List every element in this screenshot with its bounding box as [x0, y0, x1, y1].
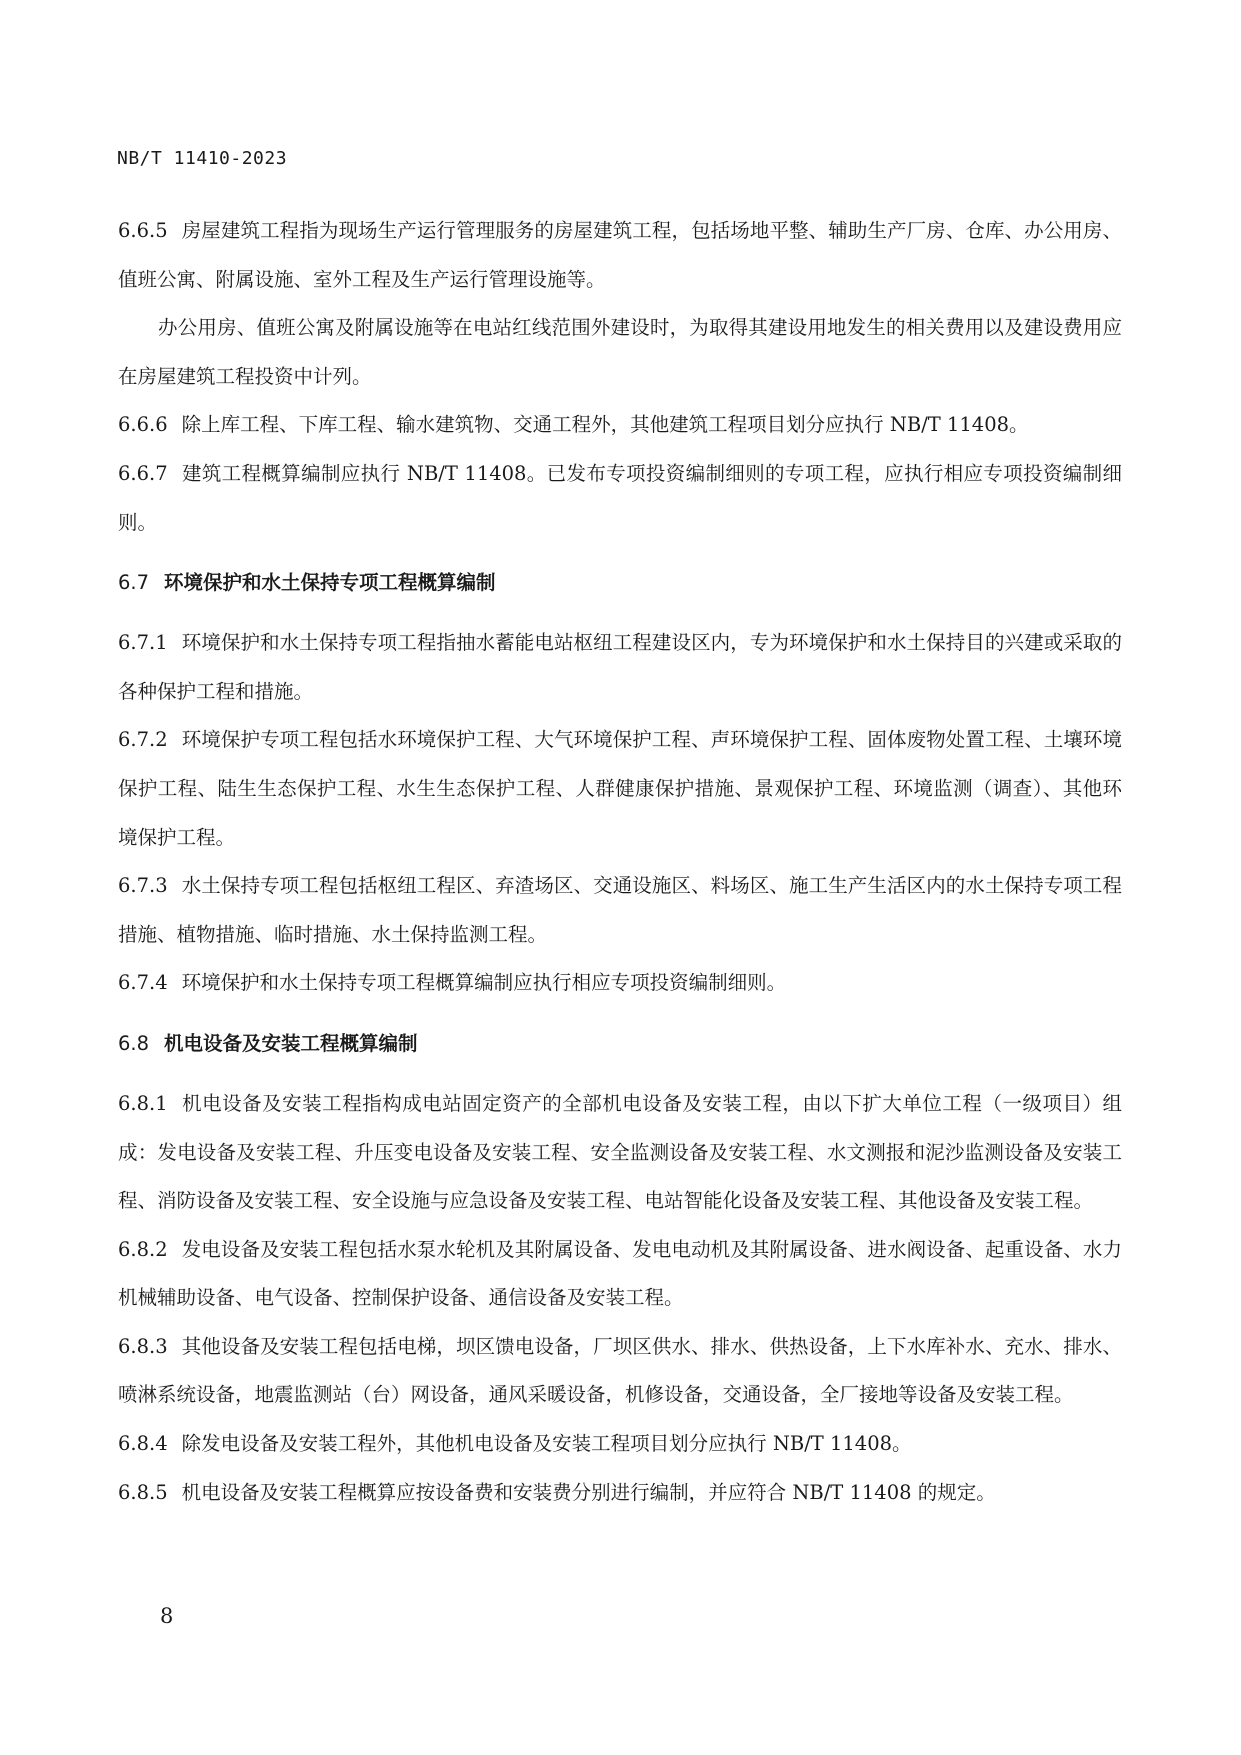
clause-6-8-1: 6.8.1 机电设备及安装工程指构成电站固定资产的全部机电设备及安装工程，由以下扩大单位工程（一级项目）组成：发电设备及安装工程、升压变电设备及安装工程、安全监测设备及安装工程、水文测报和泥沙监测设备及安装工程、消防设备及安装工程、安全设施与应急设备及安装工程、电站智能化设备及安装工程、其他设备及安装工程。	[118, 1091, 1122, 1213]
section-heading-6-7: 6.7 环境保护和水土保持专项工程概算编制	[118, 571, 496, 595]
clause-6-7-2: 6.7.2 环境保护专项工程包括水环境保护工程、大气环境保护工程、声环境保护工程、固体废物处置工程、土壤环境保护工程、陆生生态保护工程、水生生态保护工程、人群健康保护措施、景观保护工程、环境监测（调查）、其他环境保护工程。	[118, 728, 1122, 849]
clause-6-6-5-continuation: 办公用房、值班公寓及附属设施等在电站红线范围外建设时，为取得其建设用地发生的相关费用以及建设费用应在房屋建筑工程投资中计列。	[118, 316, 1122, 388]
document-body	[118, 207, 1122, 1517]
clause-6-7-1: 6.7.1 环境保护和水土保持专项工程指抽水蓄能电站枢纽工程建设区内，专为环境保护和水土保持目的兴建或采取的各种保护工程和措施。	[118, 631, 1122, 703]
clause-6-8-5: 6.8.5 机电设备及安装工程概算应按设备费和安装费分别进行编制，并应符合 NB/T 11408 的规定。	[118, 1480, 996, 1504]
clause-6-8-3: 6.8.3 其他设备及安装工程包括电梯，坝区馈电设备，厂坝区供水、排水、供热设备，上下水库补水、充水、排水、喷淋系统设备，地震监测站（台）网设备，通风采暖设备，机修设备，交通设备，全厂接地等设备及安装工程。	[118, 1334, 1122, 1407]
clause-6-6-5: 6.6.5 房屋建筑工程指为现场生产运行管理服务的房屋建筑工程，包括场地平整、辅助生产厂房、仓库、办公用房、值班公寓、附属设施、室外工程及生产运行管理设施等。	[118, 219, 1122, 291]
section-heading-6-8: 6.8 机电设备及安装工程概算编制	[118, 1031, 418, 1055]
clause-6-7-4: 6.7.4 环境保护和水土保持专项工程概算编制应执行相应专项投资编制细则。	[118, 971, 787, 995]
clause-6-6-6: 6.6.6 除上库工程、下库工程、输水建筑物、交通工程外，其他建筑工程项目划分应执行 NB/T 11408。	[118, 413, 1029, 437]
clause-6-7-3: 6.7.3 水土保持专项工程包括枢纽工程区、弃渣场区、交通设施区、料场区、施工生产生活区内的水土保持专项工程措施、植物措施、临时措施、水土保持监测工程。	[118, 874, 1122, 946]
page-number: 8	[160, 1604, 174, 1628]
clause-6-6-7: 6.6.7 建筑工程概算编制应执行 NB/T 11408。已发布专项投资编制细则的专项工程，应执行相应专项投资编制细则。	[118, 461, 1122, 534]
clause-6-8-4: 6.8.4 除发电设备及安装工程外，其他机电设备及安装工程项目划分应执行 NB/T 11408。	[118, 1432, 912, 1456]
clause-6-8-2: 6.8.2 发电设备及安装工程包括水泵水轮机及其附属设备、发电电动机及其附属设备、进水阀设备、起重设备、水力机械辅助设备、电气设备、控制保护设备、通信设备及安装工程。	[118, 1237, 1122, 1310]
standard-code-header: NB/T 11410-2023	[117, 148, 288, 169]
